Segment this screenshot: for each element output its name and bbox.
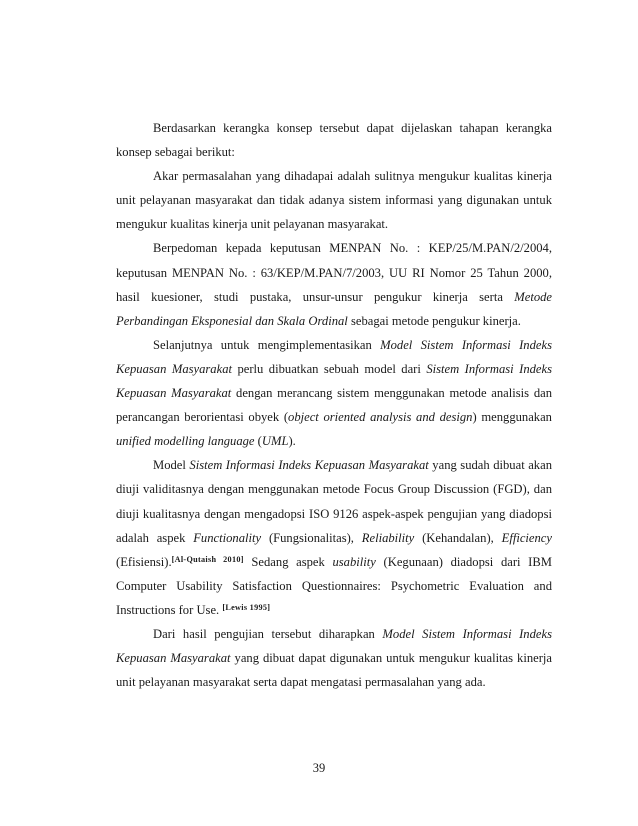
text-run: Berdasarkan kerangka konsep tersebut dapat dijelaskan tahapan kerangka konsep sebagai berikut: [116,121,552,160]
italic-text: Model Sistem Informasi Indeks Kepuasan Masyarakat [116,626,552,666]
paragraph [116,333,552,453]
text-run: (Efisiensi). [116,554,172,569]
text-run: (Kehandalan), [414,530,502,545]
italic-text: Metode Perbandingan Eksponesial dan Skala Ordinal [116,289,552,328]
paragraph [116,164,552,236]
italic-text: unified modelling language [116,434,255,449]
body-text [116,116,552,694]
text-run: (Fungsionalitas), [261,530,362,545]
citation: [Lewis 1995] [222,602,271,612]
text-run: sebagai metode pengukur kinerja. [347,313,521,328]
text-run: Akar permasalahan yang dihadapai adalah sulitnya mengukur kualitas kinerja unit pelayanan masyarakat dan tidak adanya sistem informasi yang digunakan untuk mengukur kualitas kinerja unit pelayanan masyarakat. [116,169,552,232]
italic-text: Efficiency [501,530,552,545]
text-run: yang sudah dibuat akan diuji validitasnya dengan menggunakan metode Focus Group Discussion (FGD), dan diuji kualitasnya dengan mengadopsi ISO 9126 aspek-aspek pengujian yang diadopsi adalah aspek [116,458,552,545]
italic-text: usability [332,554,376,569]
italic-text: Sistem Informasi Indeks Kepuasan Masyarakat [116,361,552,401]
italic-text: Reliability [361,530,415,545]
text-run: (Kegunaan) diadopsi dari IBM Computer Usability Satisfaction Questionnaires: Psychometric Evaluation and Instructions for Use. [116,554,552,617]
text-run: perlu dibuatkan sebuah model dari [232,361,427,376]
text-run: ). [288,434,296,449]
text-run: Selanjutnya untuk mengimplementasikan [153,337,381,352]
text-run: yang dibuat dapat digunakan untuk mengukur kualitas kinerja unit pelayanan masyarakat serta dapat mengatasi permasalahan yang ada. [116,651,553,690]
italic-text: Sistem Informasi Indeks Kepuasan Masyarakat [189,458,429,473]
italic-text: object oriented analysis and design [288,410,473,425]
paragraph [116,116,552,164]
page-number: 39 [312,761,326,775]
citation: [Al-Qutaish 2010] [171,554,244,564]
text-run: ( [254,434,262,449]
italic-text: Model Sistem Informasi Indeks Kepuasan Masyarakat [116,337,552,376]
paragraph [116,622,552,694]
paragraph [116,236,552,332]
italic-text: UML [261,434,289,449]
paragraph [116,453,552,622]
text-run: Sedang aspek [243,554,333,569]
text-run: dengan merancang sistem menggunakan metode analisis dan perancangan berorientasi obyek ( [116,386,553,425]
text-run: Model [153,458,190,473]
text-run: Berpedoman kepada keputusan MENPAN No. : KEP/25/M.PAN/2/2004, keputusan MENPAN No. : 63/KEP/M.PAN/7/2003, UU RI Nomor 25 Tahun 2000, hasil kuesioner, studi pustaka, unsur-unsur pengukur kinerja serta [116,241,552,304]
italic-text: Functionality [193,530,262,545]
text-run: ) menggunakan [472,410,552,425]
text-run: Dari hasil pengujian tersebut diharapkan [153,626,383,641]
